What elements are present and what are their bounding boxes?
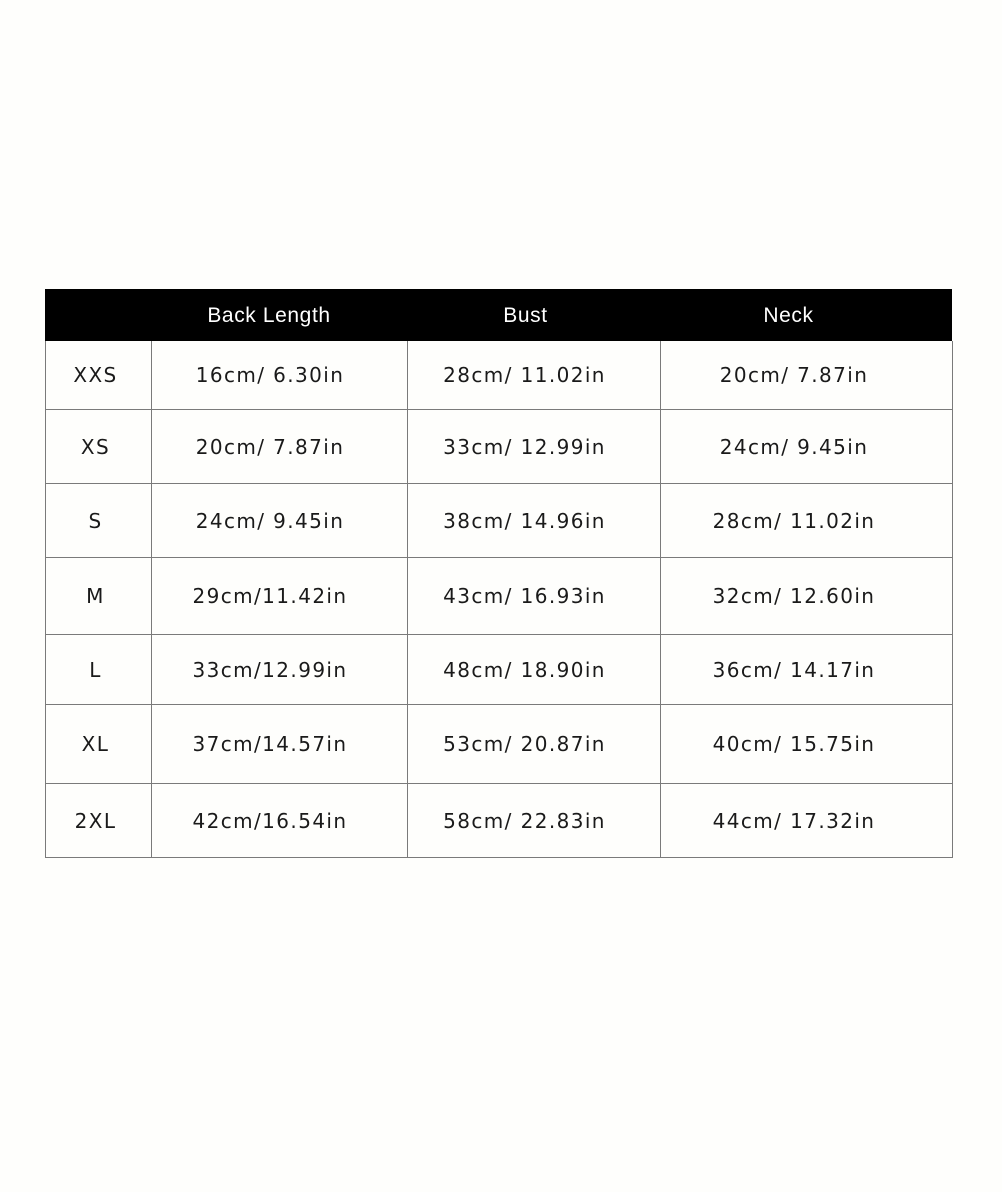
table-row bbox=[46, 784, 952, 857]
bust-cell: 38cm/ 14.96in bbox=[407, 484, 661, 557]
size-cell: XL bbox=[81, 732, 110, 756]
size-cell: S bbox=[88, 508, 103, 533]
table-row bbox=[46, 635, 952, 705]
neck-cell: 40cm/ 15.75in bbox=[660, 705, 953, 783]
table-row bbox=[46, 484, 952, 558]
table-row bbox=[46, 705, 952, 784]
bust-cell: 48cm/ 18.90in bbox=[407, 635, 661, 704]
table-body bbox=[45, 341, 953, 858]
back-length-cell: 33cm/12.99in bbox=[151, 635, 408, 704]
size-cell: 2XL bbox=[74, 808, 117, 833]
table-header bbox=[45, 289, 952, 341]
back-length-cell: 42cm/16.54in bbox=[151, 784, 408, 857]
size-cell: XXS bbox=[73, 363, 118, 387]
header-back-length: Back Length bbox=[207, 304, 331, 327]
back-length-cell: 24cm/ 9.45in bbox=[151, 484, 408, 557]
header-size bbox=[45, 289, 150, 341]
table-row bbox=[46, 410, 952, 484]
table-row bbox=[46, 341, 952, 410]
neck-cell: 32cm/ 12.60in bbox=[660, 558, 953, 634]
neck-cell: 36cm/ 14.17in bbox=[660, 635, 953, 704]
size-chart-table bbox=[45, 289, 952, 858]
bust-cell: 58cm/ 22.83in bbox=[407, 784, 661, 857]
neck-cell: 24cm/ 9.45in bbox=[660, 410, 953, 483]
bust-cell: 43cm/ 16.93in bbox=[407, 558, 661, 634]
back-length-cell: 37cm/14.57in bbox=[151, 705, 408, 783]
size-cell: M bbox=[86, 584, 105, 608]
bust-cell: 33cm/ 12.99in bbox=[407, 410, 661, 483]
size-cell: XS bbox=[80, 434, 111, 459]
neck-cell: 44cm/ 17.32in bbox=[660, 784, 953, 857]
bust-cell: 53cm/ 20.87in bbox=[407, 705, 661, 783]
neck-cell: 20cm/ 7.87in bbox=[660, 341, 953, 409]
header-neck: Neck bbox=[763, 304, 814, 327]
size-cell: L bbox=[89, 657, 102, 682]
header-bust: Bust bbox=[503, 304, 548, 327]
back-length-cell: 16cm/ 6.30in bbox=[151, 341, 408, 409]
neck-cell: 28cm/ 11.02in bbox=[660, 484, 953, 557]
back-length-cell: 29cm/11.42in bbox=[151, 558, 408, 634]
bust-cell: 28cm/ 11.02in bbox=[407, 341, 661, 409]
back-length-cell: 20cm/ 7.87in bbox=[151, 410, 408, 483]
table-row bbox=[46, 558, 952, 635]
